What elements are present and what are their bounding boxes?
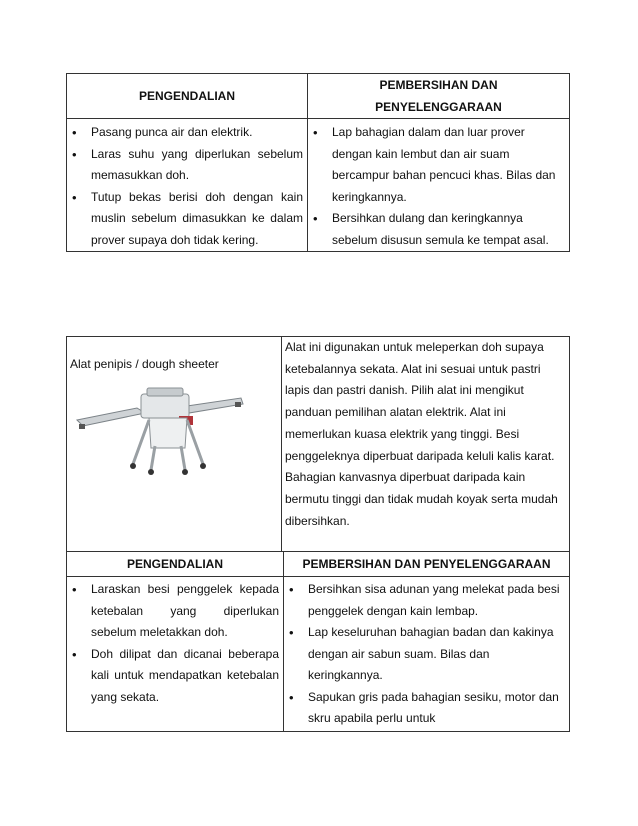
pengendalian-list [67, 579, 279, 708]
header-left-text: PENGENDALIAN [126, 557, 223, 571]
header-pengendalian [67, 74, 308, 119]
list-item: • Bersihkan sisa adunan yang melekat pada besi penggelek dengan kain lembap. [284, 579, 565, 622]
pengendalian-cell [67, 119, 308, 252]
pengendalian-list [67, 122, 303, 251]
pembersihan-cell [284, 577, 570, 732]
header-pengendalian [67, 552, 284, 577]
list-item: • Doh dilipat dan dicanai beberapa kali untuk mendapatkan ketebalan yang sekata. [67, 644, 279, 709]
header-pembersihan [284, 552, 570, 577]
list-item: • Lap keseluruhan bahagian badan dan kakinya dengan air sabun suam. Bilas dan keringkannya. [284, 622, 565, 687]
pengendalian-cell [67, 577, 284, 732]
list-item: • Tutup bekas berisi doh dengan kain muslin sebelum dimasukkan ke dalam prover supaya doh tidak kering. [67, 187, 303, 252]
dough-sheeter-image [75, 386, 245, 476]
header-right-line1: PEMBERSIHAN DAN [379, 78, 498, 92]
list-item: • Sapukan gris pada bahagian sesiku, motor dan skru apabila perlu untuk [284, 687, 565, 730]
dough-sheeter-care-table [66, 551, 570, 732]
list-item: • Bersihkan dulang dan keringkannya sebelum disusun semula ke tempat asal. [308, 208, 565, 251]
list-item: • Pasang punca air dan elektrik. [67, 122, 303, 144]
header-right-line2: PENYELENGGARAAN [375, 100, 502, 114]
equipment-label: Alat penipis / dough sheeter [70, 357, 219, 371]
prover-table [66, 73, 570, 252]
list-item: • Laraskan besi penggelek kepada ketebalan yang diperlukan sebelum meletakkan doh. [67, 579, 279, 644]
pembersihan-list [308, 122, 565, 251]
list-item: • Laras suhu yang diperlukan sebelum memasukkan doh. [67, 144, 303, 187]
equipment-description: Alat ini digunakan untuk meleperkan doh supaya ketebalannya sekata. Alat ini sesuai untuk pastri lapis dan pastri danish. Pilih alat ini mengikut panduan pemilihan alatan elektrik. Alat ini memerlukan kuasa elektrik yang tinggi. Besi penggeleknya diperbuat daripada keluli kalis karat. Bahagian kanvasnya diperbuat daripada kain bermutu tinggi dan tidak mudah koyak serta mudah dibersihkan. [285, 340, 558, 528]
header-right-text: PEMBERSIHAN DAN PENYELENGGARAAN [302, 557, 551, 571]
pembersihan-cell [308, 119, 570, 252]
pembersihan-list [284, 579, 565, 730]
list-item: • Lap bahagian dalam dan luar prover dengan kain lembut dan air suam bercampur bahan pencuci khas. Bilas dan keringkannya. [308, 122, 565, 208]
header-pembersihan [308, 74, 570, 119]
header-left-text: PENGENDALIAN [138, 89, 235, 103]
description-cell [282, 337, 570, 552]
